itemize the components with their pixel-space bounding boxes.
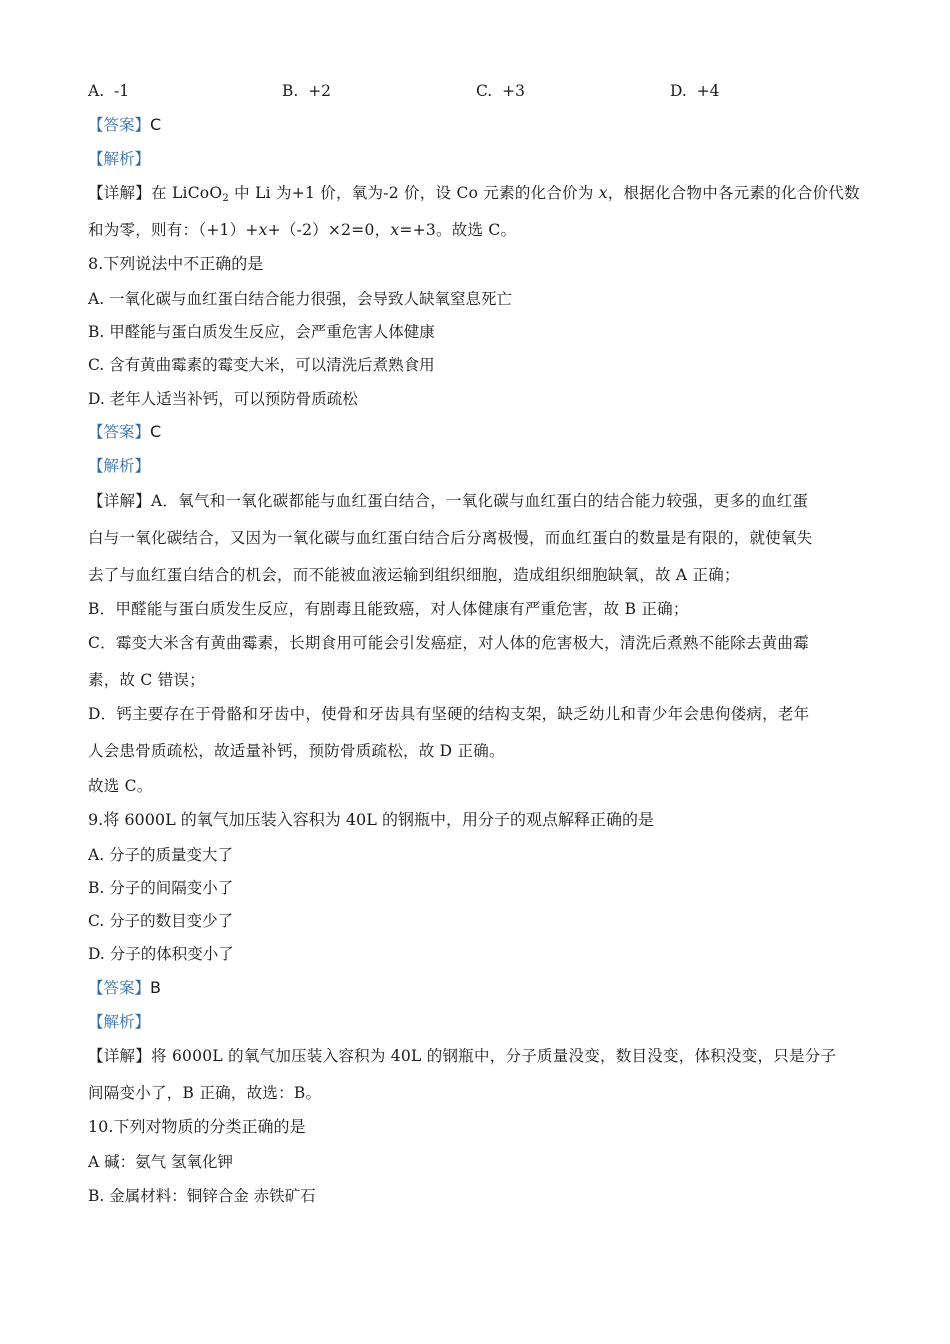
q8-detail-line-5: C．霉变大米含有黄曲霉素，长期食用可能会引发癌症，对人体的危害极大，清洗后煮熟不能除去黄曲霉 (88, 634, 809, 652)
q7-option-c: C. +3 (476, 82, 525, 100)
q9-option-d: D. 分子的体积变小了 (88, 945, 234, 963)
q8-detail-line-4: B．甲醛能与蛋白质发生反应，有剧毒且能致癌，对人体健康有严重危害，故 B 正确； (88, 600, 689, 618)
q8-analysis-tag: 【解析】 (88, 457, 151, 475)
q8-option-a: A. 一氧化碳与血红蛋白结合能力很强，会导致人缺氧窒息死亡 (88, 290, 513, 308)
q10-option-b: B. 金属材料：铜锌合金 赤铁矿石 (88, 1187, 316, 1205)
q9-detail-line-2: 间隔变小了，B 正确，故选：B。 (88, 1084, 322, 1102)
q8-answer: 【答案】C (88, 422, 162, 441)
q9-stem: 9.将 6000L 的氧气加压装入容积为 40L 的钢瓶中，用分子的观点解释正确的是 (88, 810, 654, 829)
q9-option-b: B. 分子的间隔变小了 (88, 879, 234, 897)
q9-option-c: C. 分子的数目变少了 (88, 912, 234, 930)
q8-detail-line-1: 【详解】A．氧气和一氧化碳都能与血红蛋白结合，一氧化碳与血红蛋白的结合能力较强，更多的血红蛋 (88, 492, 809, 510)
q7-option-d: D. +4 (670, 82, 720, 100)
q8-option-d: D. 老年人适当补钙，可以预防骨质疏松 (88, 390, 358, 408)
q8-detail-line-6: 素，故 C 错误； (88, 671, 205, 689)
q10-stem: 10.下列对物质的分类正确的是 (88, 1117, 306, 1136)
q8-detail-line-8: 人会患骨质疏松，故适量补钙，预防骨质疏松，故 D 正确。 (88, 742, 505, 760)
q7-answer: 【答案】C (88, 115, 162, 134)
q8-detail-line-7: D．钙主要存在于骨骼和牙齿中，使骨和牙齿具有坚硬的结构支架，缺乏幼儿和青少年会患佝偻病，老年 (88, 705, 810, 723)
q8-detail-line-9: 故选 C。 (88, 777, 153, 795)
q9-analysis-tag: 【解析】 (88, 1013, 151, 1031)
q7-analysis-tag: 【解析】 (88, 150, 151, 168)
q9-answer: 【答案】B (88, 978, 161, 997)
q9-detail-line-1: 【详解】将 6000L 的氧气加压装入容积为 40L 的钢瓶中，分子质量没变，数目没变，体积没变，只是分子 (88, 1047, 837, 1065)
q7-option-b: B. +2 (282, 82, 332, 100)
q7-detail-line-1: 【详解】在 LiCoO$_2$ 中 Li 为+1 价，氧为-2 价，设 Co 元素的化合价为 x，根据化合物中各元素的化合价代数 (88, 184, 860, 204)
q7-detail-line-2: 和为零，则有：（+1）+x+（-2）×2=0，x=+3。故选 C。 (88, 221, 517, 239)
q8-detail-line-2: 白与一氧化碳结合，又因为一氧化碳与血红蛋白结合后分离极慢，而血红蛋白的数量是有限的，就使氧失 (88, 529, 813, 547)
q8-detail-line-3: 去了与血红蛋白结合的机会，而不能被血液运输到组织细胞，造成组织细胞缺氧，故 A 正确； (88, 566, 740, 584)
q9-option-a: A. 分子的质量变大了 (88, 846, 234, 864)
q8-option-b: B. 甲醛能与蛋白质发生反应，会严重危害人体健康 (88, 323, 435, 341)
q8-stem: 8.下列说法中不正确的是 (88, 254, 264, 273)
q10-option-a: A 碱：氨气 氢氧化钾 (88, 1153, 234, 1171)
q7-option-a: A. -1 (88, 82, 130, 100)
q8-option-c: C. 含有黄曲霉素的霉变大米，可以清洗后煮熟食用 (88, 356, 435, 374)
